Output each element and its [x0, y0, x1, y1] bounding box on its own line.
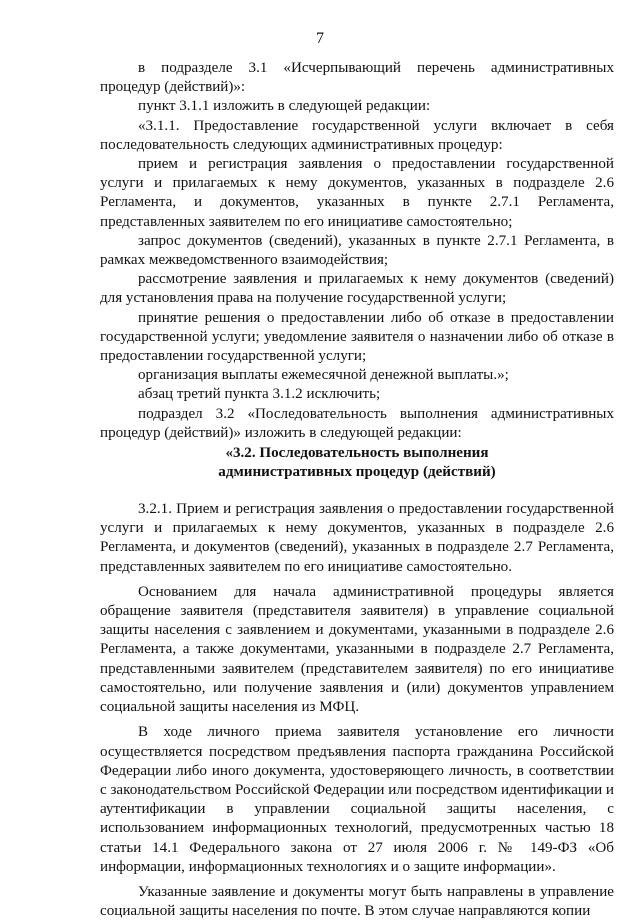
page-number: 7 — [316, 30, 324, 47]
paragraph: абзац третий пункта 3.1.2 исключить; — [138, 386, 381, 403]
paragraph: организация выплаты ежемесячной денежной выплаты.»; — [138, 367, 509, 384]
paragraph: рассмотрение заявления и прилагаемых к нему документов (сведений) для установления права на получение государственной услуги; — [100, 271, 614, 307]
paragraph: подраздел 3.2 «Последовательность выполнения административных процедур (действий)» изложить в следующей редакции: — [100, 405, 614, 441]
paragraph: принятие решения о предоставлении либо об отказе в предоставлении государственной услуги; уведомление заявителя о назначении либо об отказе в предоставлении государственной услуги; — [100, 309, 614, 365]
section-heading — [100, 443, 614, 481]
section-paragraph: Основанием для начала административной процедуры является обращение заявителя (представителя заявителя) в управление социальной защиты населения с заявлением и документами, указанными в подразделе 2.6 Регламента, а также документами, указанными в подразделе 2.7 Регламента, представленными заявителем (представителем заявителя) по его инициативе самостоятельно, или получение заявления и (или) документов управлением социальной защиты населения из МФЦ. — [100, 583, 614, 716]
paragraph: пункт 3.1.1 изложить в следующей редакции: — [138, 98, 431, 115]
section-heading-line2: административных процедур (действий) — [218, 463, 496, 480]
section-paragraph: Указанные заявление и документы могут быть направлены в управление социальной защиты населения по почте. В этом случае направляются копии — [100, 883, 614, 920]
document-body — [100, 59, 614, 921]
paragraph: прием и регистрация заявления о предоставлении государственной услуги и прилагаемых к нему документов, указанных в подразделе 2.6 Регламента, и документов, указанных в пункте 2.7.1 Регламента, представленных заявителем по его инициативе самостоятельно; — [100, 156, 614, 230]
section-paragraph: В ходе личного приема заявителя установление его личности осуществляется посредством предъявления паспорта гражданина Российской Федерации либо иного документа, удостоверяющего личность, в соответствии с законодательством Российской Федерации или посредством идентификации и аутентификации в управлении социальной защиты населения, с использованием информационных технологий, предусмотренных частью 18 статьи 14.1 Федерального закона от 27 июля 2006 г. № 149-ФЗ «Об информации, информационных технологиях и о защите информации». — [100, 724, 614, 875]
paragraph: в подразделе 3.1 «Исчерпывающий перечень административных процедур (действий)»: — [100, 60, 614, 96]
section-heading-line1: «3.2. Последовательность выполнения — [225, 445, 489, 462]
paragraph: запрос документов (сведений), указанных в пункте 2.7.1 Регламента, в рамках межведомственного взаимодействия; — [100, 232, 614, 269]
section-paragraph: 3.2.1. Прием и регистрация заявления о предоставлении государственной услуги и прилагаемых к нему документов, указанных в подразделе 2.6 Регламента, и документов (сведений), указанных в подразделе 2.7 Регламента, представленных заявителем по его инициативе самостоятельно. — [100, 501, 614, 575]
paragraph: «3.1.1. Предоставление государственной услуги включает в себя последовательность следующих административных процедур: — [100, 117, 614, 153]
